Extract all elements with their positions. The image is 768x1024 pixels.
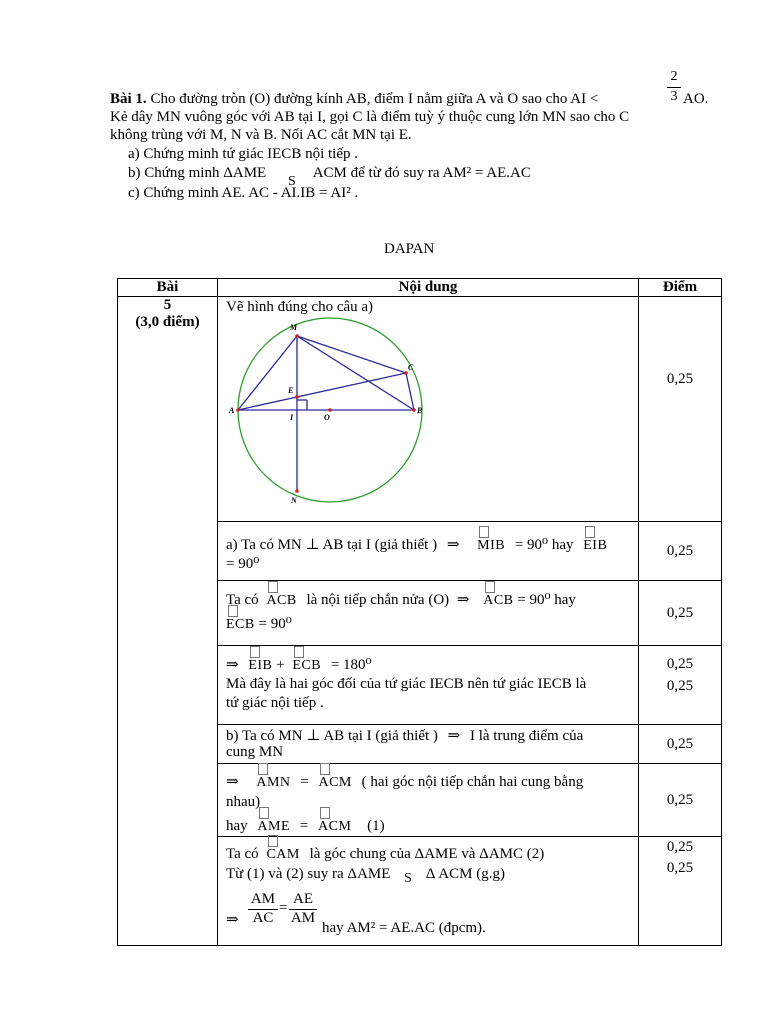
similar-sign: S — [404, 871, 412, 886]
equals-sign: = — [299, 818, 309, 834]
similar-sign: S — [287, 174, 296, 189]
angle-acb-2 — [483, 593, 513, 608]
row4-line1 — [226, 726, 583, 745]
angle-text: AMN — [256, 775, 291, 790]
implies-arrow: ⇒ — [446, 537, 460, 553]
row5-hay: hay — [226, 818, 248, 834]
angle-text: ACM — [318, 775, 352, 790]
figure-caption: Vẽ hình đúng cho câu a) — [226, 299, 374, 315]
answer-heading: DAPAN — [384, 241, 435, 257]
fraction-denominator: 3 — [670, 89, 678, 104]
angle-text: ACM — [318, 819, 352, 834]
angle-text: ECB — [226, 617, 255, 632]
row2-end: = 90⁰ — [258, 616, 292, 632]
header-diem: Điểm — [639, 279, 722, 297]
row3-eq: = 180⁰ — [330, 657, 372, 673]
bai-points: (3,0 điểm) — [135, 314, 200, 330]
problem-part-b — [128, 165, 531, 189]
row3-line1 — [226, 655, 372, 674]
part-b-pre: b) Chứng minh ΔAME — [128, 165, 267, 181]
angle-text: ECB — [292, 658, 322, 673]
point-e — [295, 395, 299, 399]
table-row — [118, 297, 722, 522]
score-value: 0,25 — [666, 678, 694, 694]
score-cell: 0,25 — [639, 522, 722, 581]
equals-sign: = — [300, 774, 309, 790]
line-cb — [406, 373, 414, 410]
label-b: B — [417, 406, 423, 415]
angle-text: AME — [257, 819, 291, 834]
answer-table — [117, 278, 722, 946]
problem-label: Bài 1. — [110, 91, 147, 107]
angle-ecb — [226, 617, 255, 632]
part-b-post: ACM để từ đó suy ra AM² = AE.AC — [312, 165, 531, 181]
problem-part-a: a) Chứng minh tứ giác IECB nội tiếp . — [128, 146, 358, 162]
row6-post: là góc chung của ΔAME và ΔAMC (2) — [309, 846, 545, 862]
row6-line1 — [226, 846, 544, 863]
frac1-den: AC — [252, 910, 274, 926]
problem-part-c: c) Chứng minh AE. AC - AI.IB = AI² . — [128, 185, 359, 201]
row4-line2: cung MN — [226, 744, 284, 760]
row5-line3 — [226, 818, 385, 835]
content-cell — [218, 764, 639, 837]
label-n: N — [291, 496, 297, 505]
frac2-den: AM — [290, 910, 316, 926]
bai-number: 5 — [163, 297, 172, 313]
content-cell — [218, 725, 639, 764]
label-m: M — [290, 323, 298, 332]
score-value: 0,25 — [666, 839, 694, 855]
score-cell: 0,25 — [639, 581, 722, 646]
score-value: 0,25 — [666, 370, 694, 387]
angle-amn — [256, 775, 290, 790]
implies-arrow: ⇒ — [226, 657, 239, 673]
score-cell: 0,25 — [639, 725, 722, 764]
line-mc — [297, 336, 406, 373]
angle-text: EIB — [248, 658, 273, 673]
angle-text: CAM — [266, 847, 300, 862]
frac2-num: AE — [293, 891, 313, 907]
angle-eib — [248, 658, 272, 673]
row4-post: I là trung điểm của — [469, 728, 584, 744]
table-header-row — [118, 279, 722, 297]
point-o — [328, 408, 332, 412]
row2-pre: Ta có — [226, 592, 259, 608]
row2-post: = 90⁰ hay — [517, 592, 576, 608]
equals-sign: = — [279, 900, 288, 916]
row6-conclusion: hay AM² = AE.AC (đpcm). — [322, 920, 486, 936]
implies-arrow: ⇒ — [226, 912, 239, 928]
label-e: E — [288, 386, 294, 395]
label-c: C — [408, 363, 414, 372]
row5-line2: nhau) — [226, 794, 261, 810]
row6-pre: Ta có — [226, 846, 259, 862]
score-cell — [639, 646, 722, 725]
figure-labels — [228, 323, 423, 505]
score-cell: 0,25 — [639, 764, 722, 837]
label-a: A — [229, 406, 235, 415]
score-value: 0,25 — [666, 860, 694, 876]
problem-line-2: Kẻ dây MN vuông góc với AB tại I, gọi C là điểm tuỳ ý thuộc cung lớn MN sao cho C — [110, 109, 630, 125]
row2-line2 — [226, 614, 292, 633]
problem-text-1: Cho đường tròn (O) đường kính AB, điểm I nằm giữa A và O sao cho AI < — [150, 91, 599, 107]
row5-line1 — [226, 772, 583, 791]
implies-arrow: ⇒ — [447, 728, 461, 744]
equation-tag: (1) — [367, 818, 385, 834]
angle-text: EIB — [583, 538, 608, 553]
row1-line2: = 90⁰ — [226, 556, 260, 572]
angle-mib — [477, 538, 505, 553]
implies-arrow: ⇒ — [456, 592, 470, 608]
row4-text: b) Ta có MN ⊥ AB tại I (giả thiết ) — [226, 728, 438, 744]
geometry-figure — [229, 323, 438, 507]
row1-line1 — [226, 535, 607, 554]
angle-text: ACB — [483, 593, 514, 608]
content-cell — [218, 581, 639, 646]
row5-post: ( hai góc nội tiếp chắn hai cung bằng — [361, 774, 584, 790]
row6-line2 — [226, 866, 505, 886]
angle-acb — [266, 593, 296, 608]
frac1-num: AM — [250, 891, 276, 907]
angle-ecb — [292, 658, 321, 673]
point-n — [295, 489, 299, 493]
fraction-bar — [667, 87, 681, 88]
angle-eib — [583, 538, 607, 553]
header-bai: Bài — [118, 279, 218, 297]
implies-arrow: ⇒ — [226, 774, 239, 790]
angle-ame — [257, 819, 290, 834]
problem-line-3: không trùng với M, N và B. Nối AC cắt MN tại E. — [110, 127, 412, 143]
angle-cam — [266, 847, 299, 862]
fraction-numerator: 2 — [670, 69, 678, 84]
row2-mid: là nội tiếp chắn nửa (O) — [306, 592, 450, 608]
content-cell — [218, 522, 639, 581]
score-cell — [639, 837, 722, 946]
label-o: O — [324, 413, 330, 422]
angle-acm — [318, 819, 351, 834]
row3-line2: Mà đây là hai góc đối của tứ giác IECB nên tứ giác IECB là — [226, 676, 587, 692]
row3-line3: tứ giác nội tiếp . — [226, 695, 324, 711]
point-b — [412, 408, 416, 412]
problem-line-1 — [110, 91, 598, 108]
bai-cell — [118, 297, 218, 946]
header-noi-dung: Nội dung — [218, 279, 639, 297]
score-value: 0,25 — [666, 656, 694, 672]
row1-mid: = 90⁰ hay — [514, 537, 574, 553]
figure-cell — [218, 297, 639, 522]
problem-line-1-end: AO. — [683, 91, 709, 107]
row6-line2-text: Từ (1) và (2) suy ra ΔAME — [226, 866, 391, 882]
label-i: I — [290, 413, 294, 422]
row1-text: a) Ta có MN ⊥ AB tại I (giả thiết ) — [226, 537, 438, 553]
angle-acm — [318, 775, 351, 790]
content-cell — [218, 646, 639, 725]
angle-text: ACB — [266, 593, 297, 608]
plus-sign: + — [276, 657, 285, 673]
point-m — [295, 334, 299, 338]
score-cell — [639, 297, 722, 522]
row6-line2-end: Δ ACM (g.g) — [425, 866, 505, 882]
point-a — [236, 408, 240, 412]
row2-line1 — [226, 590, 576, 609]
angle-text: MIB — [477, 538, 506, 553]
content-cell — [218, 837, 639, 946]
